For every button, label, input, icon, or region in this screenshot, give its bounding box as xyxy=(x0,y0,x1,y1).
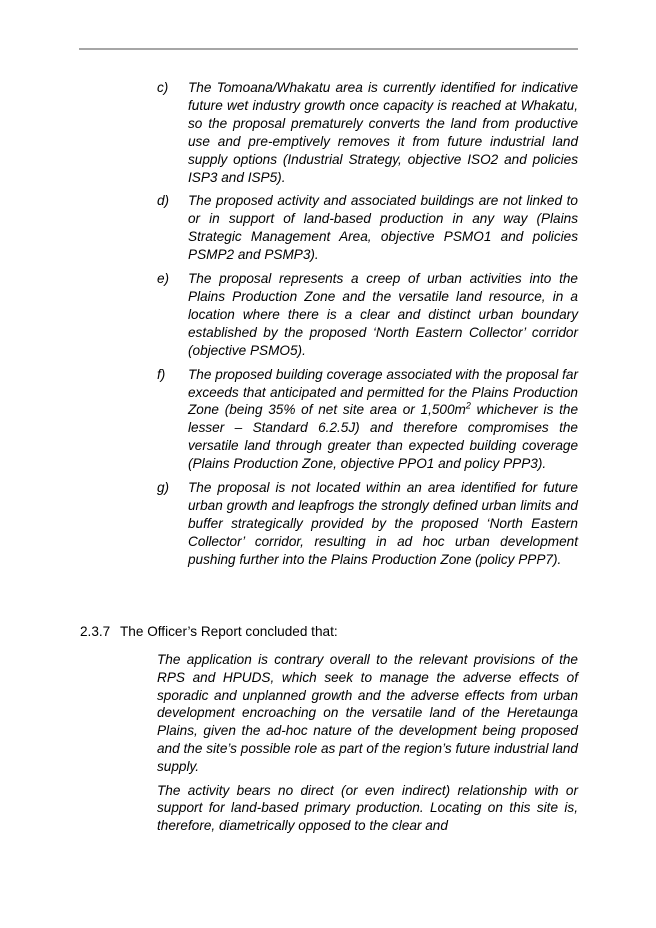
paragraph-text: The Officer’s Report concluded that: xyxy=(120,624,338,639)
superscript: 2 xyxy=(465,400,471,411)
report-quote xyxy=(157,651,578,841)
list-item xyxy=(157,366,578,473)
list-item xyxy=(157,270,578,360)
quote-paragraph: The application is contrary overall to the relevant provisions of the RPS and HPUDS, which seek to manage the adverse effects of sporadic and unplanned growth and the adverse effects from urban development encroaching on the versatile land of the Heretaunga Plains, given the ad-hoc nature of the development being proposed and the site’s possible role as part of the region’s future industrial land supply. xyxy=(157,652,578,774)
list-item-text: The proposal represents a creep of urban activities into the Plains Production Zone and the versatile land resource, in a location where there is a clear and distinct urban boundary established by the proposed ‘North Eastern Collector’ corridor (objective PSMO5). xyxy=(188,271,578,358)
paragraph-number: 2.3.7 xyxy=(80,624,111,639)
list-item-letter: f) xyxy=(157,366,166,382)
list-item-letter: e) xyxy=(157,271,170,287)
list-item-text: The Tomoana/Whakatu area is currently identified for indicative future wet industry growth once capacity is reached at Whakatu, so the proposal prematurely converts the land from productive use and pre-emptively removes it from future industrial land supply options (Industrial Strategy, objective ISO2 and policies ISP3 and ISP5). xyxy=(188,80,578,185)
list-item-text-before: The proposed building coverage associated with the proposal far exceeds that anticipated and permitted for the Plains Production Zone (being 35% of net site area or 1,500m xyxy=(188,366,578,418)
list-item-text-after: whichever is the lesser – Standard 6.2.5J) and therefore compromises the versatile land through greater than expected building coverage (Plains Production Zone, objective PPO1 and policy PPP3). xyxy=(188,402,579,472)
list-item-letter: c) xyxy=(157,80,169,95)
list-item xyxy=(157,192,578,264)
objectives-list xyxy=(157,79,578,575)
list-item xyxy=(157,479,578,569)
list-item xyxy=(157,79,578,186)
quote-paragraph: The activity bears no direct (or even indirect) relationship with or support for land-based primary production. Locating on this site is, therefore, diametrically opposed to the clear and xyxy=(157,782,578,834)
paragraph-2-3-7 xyxy=(80,623,578,641)
list-item-text: The proposal is not located within an area identified for future urban growth and leapfrogs the strongly defined urban limits and buffer strategically provided by the proposed ‘North Eastern Collector’ corridor, resulting in ad hoc urban development pushing further into the Plains Production Zone (policy PPP7). xyxy=(188,480,578,567)
list-item-letter: g) xyxy=(157,480,170,496)
list-item-text xyxy=(188,366,578,473)
list-item-letter: d) xyxy=(157,193,170,209)
list-item-text: The proposed activity and associated buildings are not linked to or in support of land-based production in any way (Plains Strategic Management Area, objective PSMO1 and policies PSMP2 and PSMP3). xyxy=(188,193,578,263)
header-rule xyxy=(79,48,578,50)
